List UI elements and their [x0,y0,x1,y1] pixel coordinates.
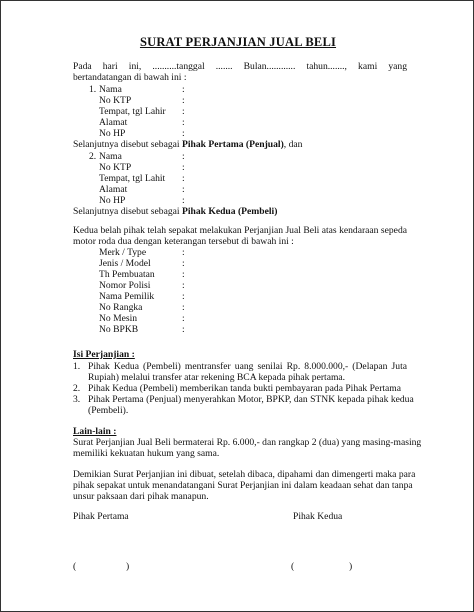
isi-item-2-number: 2. [73,383,81,394]
party1-colon: : [182,95,185,106]
party1-field-nama: Nama [99,84,122,95]
party2-note-pre: Selanjutnya disebut sebagai [73,206,182,217]
signature-right-label: Pihak Kedua [293,511,343,522]
opening-line-2: bertandatangan di bawah ini : [73,72,187,83]
opening-line-1: Pada hari ini, ..........tanggal ....... Bulan............ tahun......., kami yang [73,61,407,72]
signature-left-close-paren: ) [126,561,130,572]
party2-field-ttl: Tempat, tgl Lahit [99,173,166,184]
party1-designation [73,139,302,150]
vehicle-colon: : [182,302,185,313]
party1-note-bold: Pihak Pertama (Penjual) [181,139,284,150]
signature-left-label: Pihak Pertama [73,511,129,522]
party1-field-hp: No HP [99,128,126,139]
party1-colon: : [182,128,185,139]
party2-note-bold: Pihak Kedua (Pembeli) [181,206,278,217]
party1-number: 1. [89,84,97,95]
party2-number: 2. [89,151,97,162]
lain-heading: Lain-lain : [73,426,117,437]
vehicle-field-merk: Merk / Type [99,247,147,258]
isi-item-3-number: 3. [73,394,81,405]
document-title: SURAT PERJANJIAN JUAL BELI [139,35,337,49]
party1-colon: : [182,84,185,95]
party2-colon: : [182,162,185,173]
party2-field-alamat: Alamat [99,184,128,195]
party1-field-ktp: No KTP [99,95,132,106]
party1-note-post: , dan [283,139,303,150]
party2-colon: : [182,184,185,195]
vehicle-field-tahun: Th Pembuatan [99,269,155,280]
agreement-line-2: motor roda dua dengan keterangan tersebut di bawah ini : [73,236,294,247]
vehicle-colon: : [182,313,185,324]
closing-line-3: unsur paksaan dari pihak manapun. [73,491,209,502]
lain-line-1: Surat Perjanjian Jual Beli bermaterai Rp. 6.000,- dan rangkap 2 (dua) yang masing-masing [73,437,422,448]
vehicle-colon: : [182,247,185,258]
vehicle-field-jenis: Jenis / Model [99,258,151,269]
vehicle-field-nopol: Nomor Polisi [99,280,151,291]
party2-colon: : [182,151,185,162]
party1-field-ttl: Tempat, tgl Lahir [99,106,166,117]
vehicle-colon: : [182,258,185,269]
vehicle-colon: : [182,280,185,291]
vehicle-colon: : [182,324,185,335]
party1-colon: : [182,117,185,128]
isi-item-1-line-2: Rupiah) melalui transfer atar rekening BCA kepada pihak pertama. [88,372,346,383]
signature-right-open-paren: ( [291,561,295,572]
isi-item-1-number: 1. [73,361,81,372]
vehicle-field-rangka: No Rangka [99,302,143,313]
closing-line-2: pihak sepakat untuk menandatangani Surat Perjanjian ini dalam keadaan sehat dan tanpa [73,480,413,491]
signature-right-close-paren: ) [349,561,353,572]
vehicle-colon: : [182,269,185,280]
lain-line-2: memiliki kekuatan hukum yang sama. [73,448,220,459]
party1-field-alamat: Alamat [99,117,128,128]
party2-colon: : [182,195,185,206]
party1-colon: : [182,106,185,117]
isi-item-3-line-2: (Pembeli). [88,405,129,416]
isi-item-1-line-1: Pihak Kedua (Pembeli) mentransfer uang senilai Rp. 8.000.000,- (Delapan Juta [88,361,407,372]
signature-left-open-paren: ( [73,561,77,572]
vehicle-field-bpkb: No BPKB [99,324,139,335]
party2-field-ktp: No KTP [99,162,132,173]
vehicle-field-mesin: No Mesin [99,313,138,324]
vehicle-colon: : [182,291,185,302]
party2-field-hp: No HP [99,195,126,206]
party2-colon: : [182,173,185,184]
party2-field-nama: Nama [99,151,122,162]
isi-heading: Isi Perjanjian : [73,349,135,360]
isi-item-3-line-1: Pihak Pertama (Penjual) menyerahkan Motor, BPKP, dan STNK kepada pihak kedua [88,394,414,405]
vehicle-field-pemilik: Nama Pemilik [99,291,155,302]
party1-note-pre: Selanjutnya disebut sebagai [73,139,182,150]
isi-item-2-line-1: Pihak Kedua (Pembeli) memberikan tanda bukti pembayaran pada Pihak Pertama [88,383,402,394]
agreement-line-1: Kedua belah pihak telah sepakat melakukan Perjanjian Jual Beli atas kendaraan sepeda [73,225,407,236]
party2-designation [73,206,277,217]
closing-line-1: Demikian Surat Perjanjian ini dibuat, setelah dibaca, dipahami dan dimengerti maka para [73,469,416,480]
